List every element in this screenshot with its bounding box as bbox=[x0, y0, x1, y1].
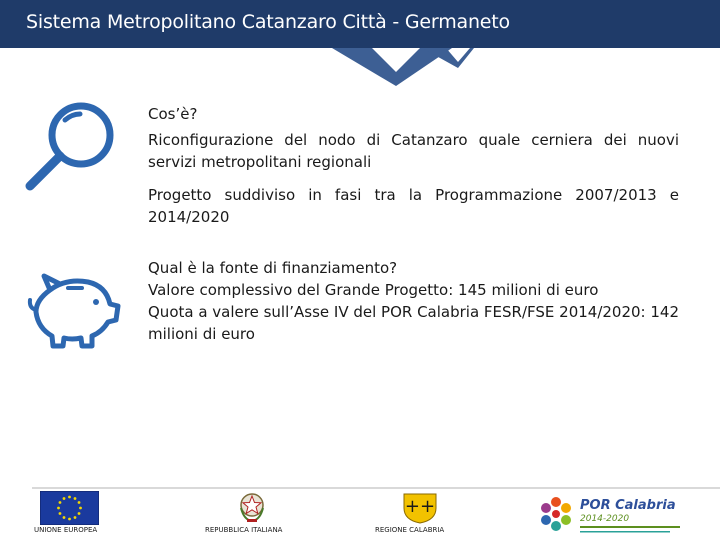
eu-star bbox=[74, 516, 77, 519]
eu-star bbox=[59, 512, 62, 515]
header-chevron-decoration bbox=[0, 0, 720, 90]
eu-star bbox=[74, 497, 77, 500]
eu-label: UNIONE EUROPEA bbox=[34, 526, 98, 534]
eu-star bbox=[63, 497, 66, 500]
section1-heading: Cos’è? bbox=[148, 105, 198, 123]
section1-paragraph-2: Progetto suddiviso in fasi tra la Programmazione 2007/2013 e 2014/2020 bbox=[148, 186, 679, 226]
por-logo-years: 2014-2020 bbox=[580, 514, 630, 524]
region-label: REGIONE CALABRIA bbox=[375, 526, 445, 534]
section2-line-2: Quota a valere sull’Asse IV del POR Calabria FESR/FSE 2014/2020: 142 milioni di euro bbox=[148, 303, 680, 343]
section1-paragraph-1: Riconfigurazione del nodo di Catanzaro quale cerniera dei nuovi servizi metropolitani regionali bbox=[148, 131, 679, 171]
section2-heading: Qual è la fonte di finanziamento? bbox=[148, 259, 398, 277]
eu-star bbox=[78, 501, 81, 504]
it-label: REPUBBLICA ITALIANA bbox=[205, 526, 283, 534]
magnifier-icon bbox=[20, 98, 118, 194]
eu-star bbox=[79, 507, 82, 510]
footer-divider bbox=[32, 487, 720, 489]
calabria-region-logo bbox=[400, 490, 440, 524]
eu-star bbox=[57, 507, 60, 510]
section-funding bbox=[148, 257, 679, 345]
section-what-is-it bbox=[148, 103, 679, 228]
eu-flag-logo bbox=[40, 491, 99, 525]
page-title: Sistema Metropolitano Catanzaro Città - Germaneto bbox=[26, 11, 510, 33]
por-calabria-logo bbox=[536, 492, 686, 536]
svg-text:++: ++ bbox=[404, 496, 436, 517]
piggy-bank-icon bbox=[26, 266, 122, 352]
por-logo-title: POR Calabria bbox=[580, 498, 676, 513]
eu-star bbox=[78, 512, 81, 515]
section2-line-1: Valore complessivo del Grande Progetto: 145 milioni di euro bbox=[148, 281, 599, 299]
eu-star bbox=[68, 518, 71, 521]
eu-star bbox=[59, 501, 62, 504]
eu-star bbox=[68, 496, 71, 499]
italian-republic-emblem bbox=[238, 490, 266, 524]
eu-star bbox=[63, 516, 66, 519]
